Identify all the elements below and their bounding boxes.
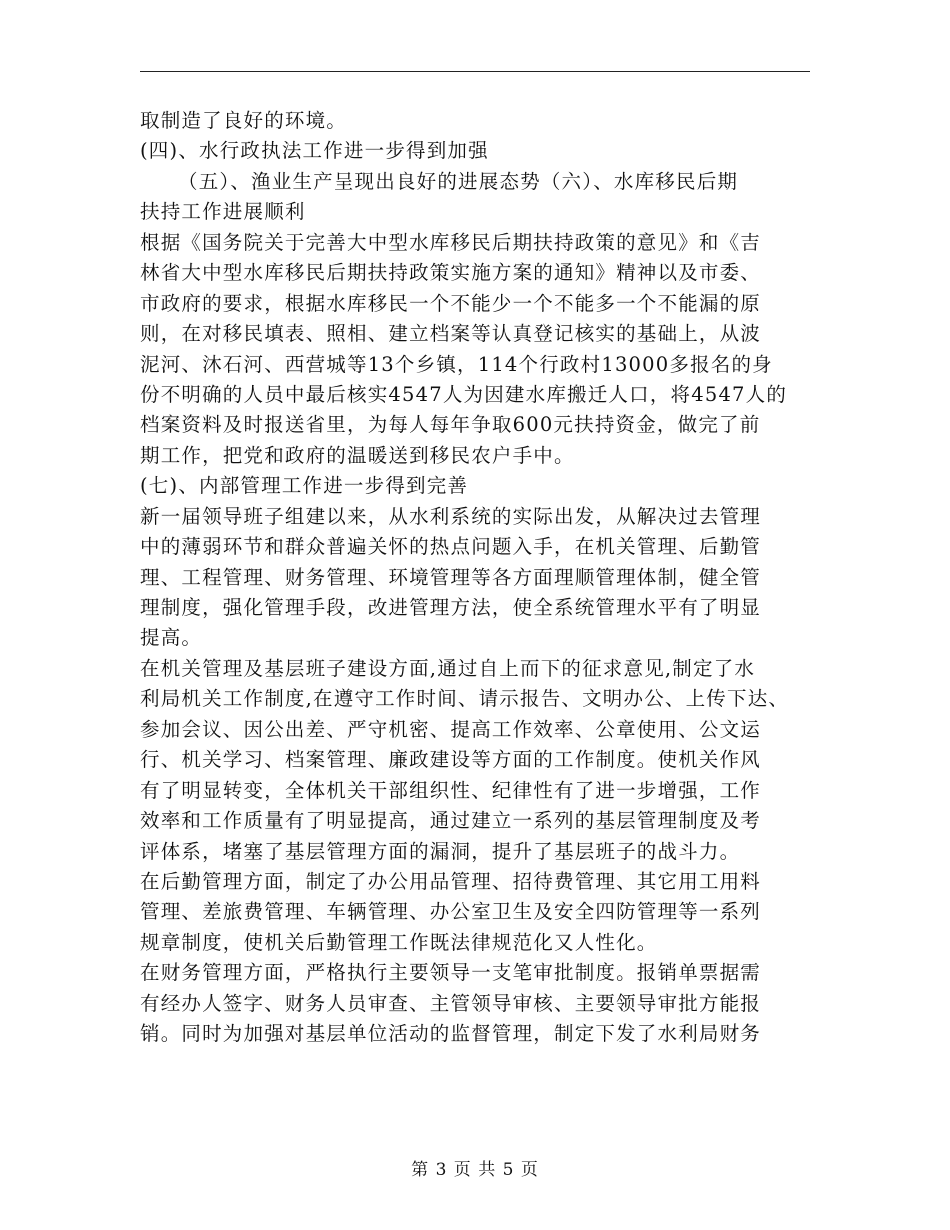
text-line: 评体系，堵塞了基层管理方面的漏洞，提升了基层班子的战斗力。 bbox=[140, 839, 741, 863]
section-heading: (四)、水行政执法工作进一步得到加强 bbox=[140, 139, 489, 163]
text-line: 泥河、沐石河、西营城等13个乡镇，114个行政村13000多报名的身 bbox=[140, 352, 773, 376]
text-line: 档案资料及时报送省里，为每人每年争取600元扶持资金，做完了前 bbox=[140, 413, 761, 437]
text-line: 销。同时为加强对基层单位活动的监督管理，制定下发了水利局财务 bbox=[140, 1022, 762, 1046]
text-line: 扶持工作进展顺利 bbox=[140, 200, 306, 224]
text-line: 根据《国务院关于完善大中型水库移民后期扶持政策的意见》和《吉 bbox=[140, 230, 762, 254]
text-line: 在后勤管理方面，制定了办公用品管理、招待费管理、其它用工用料 bbox=[140, 869, 762, 893]
text-line: 参加会议、因公出差、严守机密、提高工作效率、公章使用、公文运 bbox=[140, 717, 762, 741]
text-line: 新一届领导班子组建以来，从水利系统的实际出发，从解决过去管理 bbox=[140, 504, 762, 528]
text-line: 利局机关工作制度,在遵守工作时间、请示报告、文明办公、上传下达、 bbox=[140, 687, 790, 711]
page-number: 第 3 页 共 5 页 bbox=[411, 1160, 539, 1180]
text-line: 理制度，强化管理手段，改进管理方法，使全系统管理水平有了明显 bbox=[140, 596, 762, 619]
text-line: 则，在对移民填表、照相、建立档案等认真登记核实的基础上，从波 bbox=[140, 322, 762, 346]
text-line: 市政府的要求，根据水库移民一个不能少一个不能多一个不能漏的原 bbox=[140, 291, 762, 315]
text-line: 在财务管理方面，严格执行主要领导一支笔审批制度。报销单票据需 bbox=[140, 961, 762, 985]
text-line: 提高。 bbox=[140, 626, 203, 650]
text-line: 效率和工作质量有了明显提高，通过建立一系列的基层管理制度及考 bbox=[140, 809, 762, 833]
header-rule bbox=[140, 71, 810, 72]
text-line: 有了明显转变，全体机关干部组织性、纪律性有了进一步增强，工作 bbox=[140, 778, 762, 802]
text-line: 中的薄弱环节和群众普遍关怀的热点问题入手，在机关管理、后勤管 bbox=[140, 535, 762, 559]
text-line: 期工作，把党和政府的温暖送到移民农户手中。 bbox=[140, 443, 575, 467]
text-line: 管理、差旅费管理、车辆管理、办公室卫生及安全四防管理等一系列 bbox=[140, 900, 762, 924]
text-line: 行、机关学习、档案管理、廉政建设等方面的工作制度。使机关作风 bbox=[140, 748, 762, 772]
text-line: 在机关管理及基层班子建设方面,通过自上而下的征求意见,制定了水 bbox=[140, 656, 756, 680]
text-line: 取制造了良好的环境。 bbox=[140, 109, 348, 132]
text-line: 份不明确的人员中最后核实4547人为因建水库搬迁人口，将4547人的 bbox=[140, 382, 788, 406]
text-line: 规章制度，使机关后勤管理工作既法律规范化又人性化。 bbox=[140, 930, 658, 954]
body-text bbox=[140, 106, 820, 1050]
text-line: 有经办人签字、财务人员审查、主管领导审核、主要领导审批方能报 bbox=[140, 991, 762, 1015]
section-heading: (七)、内部管理工作进一步得到完善 bbox=[140, 474, 469, 498]
text-line: 理、工程管理、财务管理、环境管理等各方面理顺管理体制，健全管 bbox=[140, 565, 762, 589]
section-heading: （五）、渔业生产呈现出良好的进展态势（六）、水库移民后期 bbox=[178, 169, 739, 193]
text-line: 林省大中型水库移民后期扶持政策实施方案的通知》精神以及市委、 bbox=[140, 261, 762, 285]
